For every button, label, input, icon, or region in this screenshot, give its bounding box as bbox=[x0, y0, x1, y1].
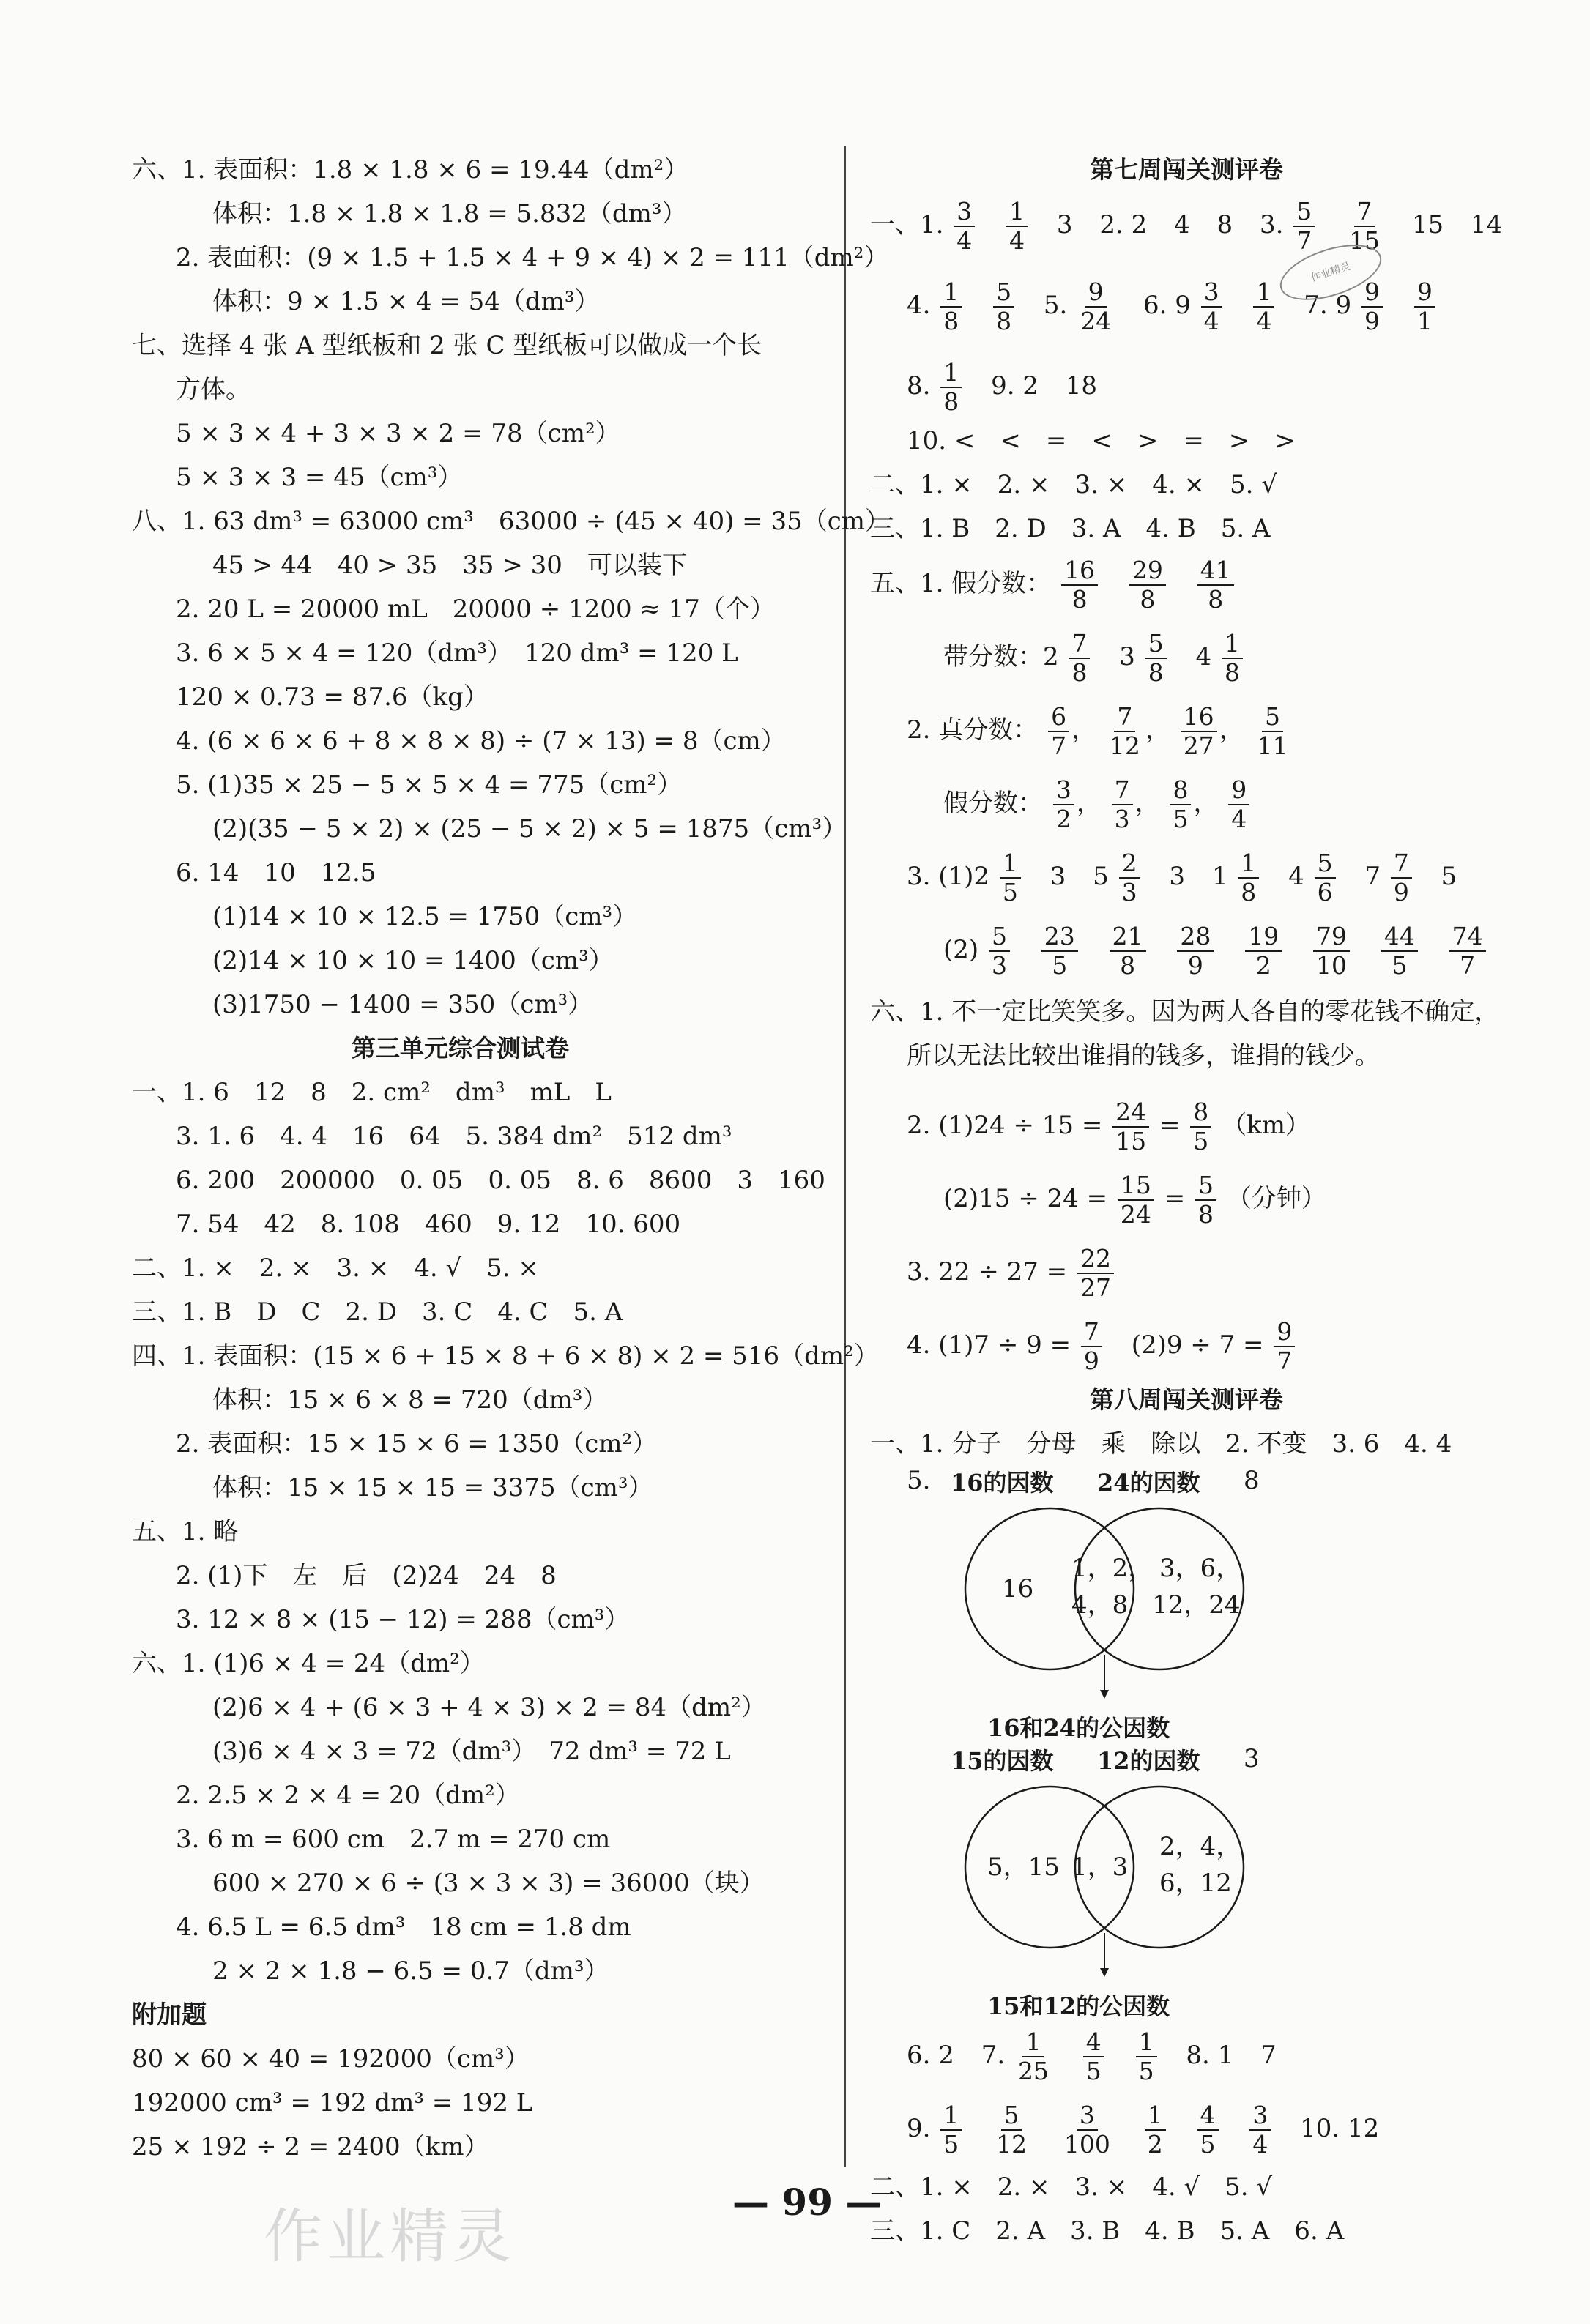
numerator: 9 bbox=[1361, 278, 1383, 308]
numerator: 24 bbox=[1112, 1098, 1149, 1128]
answer-line: 2. 表面积：15 × 15 × 6 = 1350（cm²） bbox=[176, 1429, 658, 1459]
numerator: 1 bbox=[1000, 849, 1021, 879]
fraction bbox=[1238, 849, 1259, 906]
venn-bottom-label: 15和12的公因数 bbox=[987, 1992, 1170, 2020]
denominator: 24 bbox=[1080, 307, 1112, 335]
venn-left-label: 16的因数 bbox=[951, 1469, 1054, 1497]
numerator: 7 bbox=[1354, 198, 1375, 227]
answer-line: 2. 表面积：(9 × 1.5 + 1.5 × 4 + 9 × 4) × 2 = 111（dm²） bbox=[176, 243, 889, 272]
fraction bbox=[1000, 849, 1021, 906]
numerator: 1 bbox=[1006, 198, 1028, 227]
venn-right-label: 24的因数 bbox=[1097, 1469, 1200, 1497]
denominator: 8 bbox=[1071, 658, 1088, 687]
denominator: 8 bbox=[943, 387, 959, 416]
numerator: 16 bbox=[1181, 703, 1217, 732]
watermark: 作业精灵 bbox=[264, 2202, 516, 2271]
fraction bbox=[1228, 776, 1249, 833]
answer-line: (3)6 × 4 × 3 = 72（dm³） 72 dm³ = 72 L bbox=[212, 1737, 731, 1766]
denominator: 4 bbox=[1256, 307, 1272, 335]
venn-common: 1，2， bbox=[1071, 1554, 1154, 1583]
fraction bbox=[940, 278, 962, 335]
answer-line: (2)15 ÷ 24 = $\frac{15}{24}$ = $\frac{5}{8}$ （分钟） bbox=[943, 1171, 1326, 1229]
numerator: 3 bbox=[1201, 278, 1222, 308]
fraction bbox=[1112, 776, 1133, 833]
venn-right-only: 3，6， bbox=[1159, 1554, 1241, 1583]
venn-right-label: 12的因数 bbox=[1097, 1747, 1200, 1775]
denominator: 5 bbox=[943, 2130, 959, 2159]
answer-line: 3. (1)2 $\frac{1}{5}$ 3 5 $\frac{2}{3}$ 3 1 $\frac{1}{8}$ 4 $\frac{5}{6}$ 7 $\frac{7}{9}$ 5 bbox=[907, 849, 1457, 906]
denominator: 100 bbox=[1063, 2130, 1110, 2159]
answer-line: 六、1. 表面积：1.8 × 1.8 × 6 = 19.44（dm²） bbox=[132, 155, 689, 185]
numerator: 5 bbox=[993, 278, 1014, 308]
answer-line: 4. $\frac{1}{8}$ $\frac{5}{8}$ 5. $\frac{9}{24}$ 6. 9 $\frac{3}{4}$ $\frac{1}{4}$ 7. 9 $\frac{9}{9}$ $\frac{9}{1}$ bbox=[907, 278, 1438, 335]
venn-circles bbox=[907, 1464, 1419, 1706]
numerator: 3 bbox=[1077, 2101, 1098, 2131]
fraction bbox=[1061, 556, 1098, 614]
numerator: 5 bbox=[1145, 630, 1167, 659]
answer-line: 2 × 2 × 1.8 − 6.5 = 0.7（dm³） bbox=[212, 1956, 609, 1986]
answer-line: (2)6 × 4 + (6 × 3 + 4 × 3) × 2 = 84（dm²） bbox=[212, 1693, 766, 1722]
fraction bbox=[1015, 2028, 1052, 2085]
denominator: 5 bbox=[1085, 2057, 1102, 2085]
denominator: 9 bbox=[1364, 307, 1380, 335]
venn-right-only: 2，4， bbox=[1159, 1832, 1241, 1861]
answer-line: (1)14 × 10 × 12.5 = 1750（cm³） bbox=[212, 902, 638, 931]
denominator: 3 bbox=[991, 951, 1007, 980]
answer-line: 假分数： $\frac{3}{2}$ ， $\frac{7}{3}$ ， $\frac{8}{5}$ ， $\frac{9}{4}$ bbox=[943, 776, 1252, 833]
numerator: 1 bbox=[1238, 849, 1259, 879]
fraction bbox=[1222, 630, 1243, 687]
denominator: 11 bbox=[1257, 731, 1288, 760]
fraction bbox=[1077, 278, 1114, 335]
numerator: 1 bbox=[940, 278, 962, 308]
answer-line: 三、1. B 2. D 3. A 4. B 5. A bbox=[870, 514, 1271, 543]
answer-line: 八、1. 63 dm³ = 63000 cm³ 63000 ÷ (45 × 40) = 35（cm） bbox=[132, 507, 891, 536]
numerator: 7 bbox=[1081, 1318, 1102, 1347]
fraction bbox=[1449, 923, 1486, 980]
answer-line: 600 × 270 × 6 ÷ (3 × 3 × 3) = 36000（块） bbox=[212, 1869, 765, 1898]
fraction bbox=[1145, 2101, 1166, 2159]
venn-circles bbox=[907, 1743, 1419, 1984]
numerator: 8 bbox=[1170, 776, 1191, 805]
numerator: 2 bbox=[1119, 849, 1140, 879]
answer-line: 体积：15 × 15 × 15 = 3375（cm³） bbox=[212, 1473, 653, 1502]
venn-diagram bbox=[907, 1464, 1419, 1706]
denominator: 8 bbox=[1241, 878, 1257, 906]
venn-left-only: 16 bbox=[1002, 1574, 1034, 1604]
answer-line: 9. $\frac{1}{5}$ $\frac{5}{12}$ $\frac{3}{100}$ $\frac{1}{2}$ $\frac{4}{5}$ $\frac{3}{4}$ 10. 12 bbox=[907, 2101, 1380, 2159]
answer-line: 一、1. $\frac{3}{4}$ $\frac{1}{4}$ 3 2. 2 4 8 3. $\frac{5}{7}$ $\frac{7}{15}$ 15 14 bbox=[870, 197, 1503, 255]
answer-line: 3. 22 ÷ 27 = $\frac{22}{27}$ bbox=[907, 1245, 1116, 1302]
denominator: 2 bbox=[1147, 2130, 1163, 2159]
answer-line: 120 × 0.73 = 87.6（kg） bbox=[176, 682, 488, 712]
numerator: 1 bbox=[1022, 2028, 1044, 2057]
denominator: 8 bbox=[1198, 1200, 1214, 1229]
venn-answer: 3 bbox=[1244, 1744, 1260, 1773]
answer-line: 192000 cm³ = 192 dm³ = 192 L bbox=[132, 2088, 533, 2118]
fraction bbox=[1195, 1172, 1216, 1229]
answer-line: 45 > 44 40 > 35 35 > 30 可以装下 bbox=[212, 551, 687, 580]
numerator: 9 bbox=[1085, 278, 1107, 308]
venn-left-only: 5，15 bbox=[987, 1852, 1060, 1882]
numerator: 1 bbox=[1222, 630, 1243, 659]
extra-title: 附加题 bbox=[132, 2000, 207, 2030]
answer-line: (3)1750 − 1400 = 350（cm³） bbox=[212, 990, 593, 1019]
denominator: 9 bbox=[1187, 951, 1203, 980]
numerator: 3 bbox=[954, 198, 975, 227]
numerator: 23 bbox=[1041, 923, 1078, 952]
denominator: 15 bbox=[1349, 226, 1381, 255]
answer-line: 2. (1)下 左 后 (2)24 24 8 bbox=[176, 1561, 557, 1590]
fraction bbox=[1170, 776, 1191, 833]
fraction bbox=[1107, 703, 1143, 760]
fraction bbox=[1041, 923, 1078, 980]
answer-line: 一、1. 6 12 8 2. cm² dm³ mL L bbox=[132, 1078, 612, 1107]
fraction bbox=[1315, 849, 1336, 906]
denominator: 5 bbox=[1193, 1127, 1209, 1155]
numerator: 28 bbox=[1177, 923, 1214, 952]
answer-line: 二、1. × 2. × 3. × 4. √ 5. √ bbox=[870, 2172, 1273, 2202]
stamp: 作业精灵 bbox=[1274, 234, 1389, 310]
answer-line: 6. 14 10 12.5 bbox=[176, 858, 376, 887]
fraction bbox=[940, 2101, 962, 2159]
answer-line: 一、1. 分子 分母 乘 除以 2. 不变 3. 6 4. 4 bbox=[870, 1429, 1452, 1459]
denominator: 27 bbox=[1183, 731, 1214, 760]
denominator: 7 bbox=[1296, 226, 1312, 255]
fraction bbox=[1110, 923, 1146, 980]
answer-line: 10. < < = < > = > > bbox=[907, 426, 1296, 455]
denominator: 8 bbox=[1140, 585, 1156, 614]
fraction bbox=[1245, 923, 1282, 980]
answer-line: 5 × 3 × 4 + 3 × 3 × 2 = 78（cm²） bbox=[176, 419, 620, 448]
numerator: 16 bbox=[1061, 556, 1098, 586]
fraction bbox=[1293, 198, 1315, 255]
denominator: 6 bbox=[1317, 878, 1333, 906]
answer-line: 2. (1)24 ÷ 15 = $\frac{24}{15}$ = $\frac{8}{5}$ （km） bbox=[907, 1098, 1310, 1155]
denominator: 8 bbox=[943, 307, 959, 335]
numerator: 22 bbox=[1077, 1245, 1114, 1274]
answer-line: (2)14 × 10 × 10 = 1400（cm³） bbox=[212, 946, 614, 975]
numerator: 8 bbox=[1190, 1098, 1211, 1128]
answer-line: 所以无法比较出谁捐的钱多，谁捐的钱少。 bbox=[907, 1041, 1380, 1070]
venn-common: 4，8 bbox=[1071, 1590, 1129, 1620]
fraction bbox=[1177, 923, 1214, 980]
denominator: 12 bbox=[996, 2130, 1028, 2159]
answer-line: 七、选择 4 张 A 型纸板和 2 张 C 型纸板可以做成一个长 bbox=[132, 331, 762, 360]
answer-line: 四、1. 表面积：(15 × 6 + 15 × 8 + 6 × 8) × 2 = 516（dm²） bbox=[132, 1341, 879, 1371]
numerator: 5 bbox=[1001, 2101, 1022, 2131]
fraction bbox=[1190, 1098, 1211, 1155]
answer-line: 体积：9 × 1.5 × 4 = 54（dm³） bbox=[212, 287, 600, 316]
answer-line: 体积：15 × 6 × 8 = 720（dm³） bbox=[212, 1385, 608, 1415]
denominator: 8 bbox=[1120, 951, 1136, 980]
numerator: 15 bbox=[1118, 1172, 1154, 1201]
answer-line: 3. 6 × 5 × 4 = 120（dm³） 120 dm³ = 120 L bbox=[176, 638, 738, 668]
denominator: 7 bbox=[1460, 951, 1476, 980]
denominator: 4 bbox=[1203, 307, 1219, 335]
fraction bbox=[1181, 703, 1217, 760]
fraction bbox=[1255, 703, 1291, 760]
numerator: 9 bbox=[1228, 776, 1249, 805]
fraction bbox=[1136, 2028, 1157, 2085]
fraction bbox=[1129, 556, 1166, 614]
denominator: 8 bbox=[996, 307, 1012, 335]
numerator: 1 bbox=[1253, 278, 1274, 308]
numerator: 3 bbox=[1249, 2101, 1271, 2131]
numerator: 1 bbox=[1136, 2028, 1157, 2057]
answer-line: 25 × 192 ÷ 2 = 2400（km） bbox=[132, 2132, 489, 2161]
fraction bbox=[1381, 923, 1418, 980]
fraction bbox=[1197, 2101, 1219, 2159]
question-number: 5. bbox=[907, 1466, 931, 1495]
answer-line: 带分数：2 $\frac{7}{8}$ 3 $\frac{5}{8}$ 4 $\frac{1}{8}$ bbox=[943, 630, 1245, 687]
answer-line: 3. 1. 6 4. 4 16 64 5. 384 dm² 512 dm³ bbox=[176, 1122, 732, 1151]
fraction bbox=[940, 359, 962, 416]
denominator: 4 bbox=[1231, 805, 1247, 833]
denominator: 4 bbox=[1009, 226, 1025, 255]
denominator: 5 bbox=[1200, 2130, 1216, 2159]
numerator: 6 bbox=[1048, 703, 1069, 732]
fraction bbox=[993, 278, 1014, 335]
denominator: 3 bbox=[1114, 805, 1130, 833]
answer-line: 5 × 3 × 3 = 45（cm³） bbox=[176, 463, 463, 492]
fraction bbox=[1053, 776, 1074, 833]
denominator: 5 bbox=[1138, 2057, 1154, 2085]
denominator: 1 bbox=[1416, 307, 1433, 335]
answer-line: 80 × 60 × 40 = 192000（cm³） bbox=[132, 2044, 530, 2074]
numerator: 9 bbox=[1414, 278, 1435, 308]
fraction bbox=[1414, 278, 1435, 335]
numerator: 7 bbox=[1114, 703, 1135, 732]
fraction bbox=[954, 198, 975, 255]
denominator: 12 bbox=[1109, 731, 1140, 760]
denominator: 15 bbox=[1115, 1127, 1147, 1155]
numerator: 5 bbox=[1293, 198, 1315, 227]
fraction bbox=[1006, 198, 1028, 255]
numerator: 1 bbox=[940, 2101, 962, 2131]
answer-line: 4. 6.5 L = 6.5 dm³ 18 cm = 1.8 dm bbox=[176, 1913, 631, 1942]
venn-right-only: 12，24 bbox=[1152, 1590, 1241, 1620]
denominator: 2 bbox=[1055, 805, 1071, 833]
numerator: 21 bbox=[1110, 923, 1146, 952]
numerator: 29 bbox=[1129, 556, 1166, 586]
answer-line: 2. 2.5 × 2 × 4 = 20（dm²） bbox=[176, 1781, 520, 1810]
denominator: 7 bbox=[1051, 731, 1067, 760]
answer-line: 5. (1)35 × 25 − 5 × 5 × 4 = 775（cm²） bbox=[176, 770, 683, 800]
fraction bbox=[1112, 1098, 1149, 1155]
denominator: 8 bbox=[1208, 585, 1224, 614]
fraction bbox=[1061, 2101, 1113, 2159]
venn-bottom-label: 16和24的公因数 bbox=[987, 1714, 1170, 1742]
answer-line: 4. (6 × 6 × 6 + 8 × 8 × 8) ÷ (7 × 13) = 8（cm） bbox=[176, 726, 786, 756]
answer-line: 六、1. 不一定比笑笑多。因为两人各自的零花钱不确定， bbox=[870, 997, 1500, 1027]
answer-line: 方体。 bbox=[176, 375, 250, 404]
numerator: 74 bbox=[1449, 923, 1486, 952]
fraction bbox=[1197, 556, 1234, 614]
fraction bbox=[1145, 630, 1167, 687]
numerator: 4 bbox=[1197, 2101, 1219, 2131]
denominator: 4 bbox=[1252, 2130, 1268, 2159]
numerator: 7 bbox=[1069, 630, 1090, 659]
answer-line: 二、1. × 2. × 3. × 4. √ 5. × bbox=[132, 1254, 539, 1283]
fraction bbox=[1313, 923, 1350, 980]
answer-line: 3. 6 m = 600 cm 2.7 m = 270 cm bbox=[176, 1825, 611, 1854]
fraction bbox=[1069, 630, 1090, 687]
answer-line: 三、1. C 2. A 3. B 4. B 5. A 6. A bbox=[870, 2216, 1345, 2246]
fraction bbox=[1201, 278, 1222, 335]
answer-line: (2)(35 − 5 × 2) × (25 − 5 × 2) × 5 = 1875（cm³） bbox=[212, 814, 847, 843]
section-title: 第七周闯关测评卷 bbox=[1090, 155, 1283, 184]
answer-line: 6. 200 200000 0. 05 0. 05 8. 6 8600 3 160 bbox=[176, 1166, 825, 1195]
numerator: 7 bbox=[1112, 776, 1133, 805]
denominator: 4 bbox=[956, 226, 973, 255]
denominator: 5 bbox=[1002, 878, 1018, 906]
answer-line: 六、1. (1)6 × 4 = 24（dm²） bbox=[132, 1649, 485, 1678]
fraction bbox=[989, 923, 1010, 980]
denominator: 2 bbox=[1255, 951, 1271, 980]
answer-line: 三、1. B D C 2. D 3. C 4. C 5. A bbox=[132, 1297, 623, 1327]
denominator: 8 bbox=[1148, 658, 1164, 687]
denominator: 24 bbox=[1120, 1200, 1151, 1229]
denominator: 7 bbox=[1277, 1347, 1293, 1375]
denominator: 10 bbox=[1316, 951, 1348, 980]
venn-answer: 8 bbox=[1244, 1466, 1260, 1495]
numerator: 4 bbox=[1083, 2028, 1104, 2057]
answer-line: 4. (1)7 ÷ 9 = $\frac{7}{9}$ (2)9 ÷ 7 = $\frac{9}{7}$ bbox=[907, 1318, 1297, 1375]
fraction bbox=[1077, 1245, 1114, 1302]
answer-line: 6. 2 7. $\frac{1}{25}$ $\frac{4}{5}$ $\frac{1}{5}$ 8. 1 7 bbox=[907, 2027, 1277, 2085]
numerator: 7 bbox=[1391, 849, 1412, 879]
numerator: 5 bbox=[1315, 849, 1336, 879]
denominator: 25 bbox=[1017, 2057, 1049, 2085]
denominator: 5 bbox=[1052, 951, 1068, 980]
numerator: 44 bbox=[1381, 923, 1418, 952]
denominator: 27 bbox=[1080, 1273, 1111, 1302]
fraction bbox=[993, 2101, 1030, 2159]
numerator: 41 bbox=[1197, 556, 1234, 586]
numerator: 79 bbox=[1313, 923, 1350, 952]
denominator: 3 bbox=[1121, 878, 1137, 906]
fraction bbox=[1274, 1318, 1295, 1375]
fraction bbox=[1361, 278, 1383, 335]
denominator: 8 bbox=[1224, 658, 1240, 687]
section-title: 第八周闯关测评卷 bbox=[1090, 1385, 1283, 1414]
numerator: 9 bbox=[1274, 1318, 1295, 1347]
answer-line: 3. 12 × 8 × (15 − 12) = 288（cm³） bbox=[176, 1605, 630, 1634]
numerator: 5 bbox=[989, 923, 1010, 952]
fraction bbox=[1253, 278, 1274, 335]
answer-line: 7. 54 42 8. 108 460 9. 12 10. 600 bbox=[176, 1210, 681, 1239]
numerator: 5 bbox=[1262, 703, 1283, 732]
fraction bbox=[1119, 849, 1140, 906]
venn-diagram bbox=[907, 1743, 1419, 1984]
fraction bbox=[1118, 1172, 1154, 1229]
venn-common: 1，3 bbox=[1071, 1852, 1129, 1882]
answer-line: 2. 20 L = 20000 mL 20000 ÷ 1200 ≈ 17（个） bbox=[176, 595, 775, 624]
column-divider bbox=[844, 146, 846, 2167]
section-title: 第三单元综合测试卷 bbox=[352, 1034, 569, 1062]
numerator: 1 bbox=[940, 359, 962, 388]
fraction bbox=[1083, 2028, 1104, 2085]
venn-left-label: 15的因数 bbox=[951, 1747, 1054, 1775]
answer-line: 五、1. 略 bbox=[132, 1517, 239, 1546]
numerator: 1 bbox=[1145, 2101, 1166, 2131]
answer-line: 2. 真分数： $\frac{6}{7}$ ， $\frac{7}{12}$ ， $\frac{16}{27}$ ， $\frac{5}{11}$ bbox=[907, 703, 1293, 760]
answer-line: 五、1. 假分数： $\frac{16}{8}$ $\frac{29}{8}$ $\frac{41}{8}$ bbox=[870, 556, 1236, 614]
numerator: 3 bbox=[1053, 776, 1074, 805]
answer-line: 二、1. × 2. × 3. × 4. × 5. √ bbox=[870, 470, 1277, 499]
numerator: 19 bbox=[1245, 923, 1282, 952]
answer-line: 体积：1.8 × 1.8 × 1.8 = 5.832（dm³） bbox=[212, 199, 687, 228]
numerator: 5 bbox=[1195, 1172, 1216, 1201]
answer-line: 8. $\frac{1}{8}$ 9. 2 18 bbox=[907, 358, 1098, 416]
fraction bbox=[1391, 849, 1412, 906]
fraction bbox=[1249, 2101, 1271, 2159]
fraction bbox=[1081, 1318, 1102, 1375]
denominator: 8 bbox=[1071, 585, 1088, 614]
denominator: 5 bbox=[1392, 951, 1408, 980]
fraction bbox=[1048, 703, 1069, 760]
denominator: 9 bbox=[1393, 878, 1409, 906]
denominator: 9 bbox=[1083, 1347, 1099, 1375]
denominator: 5 bbox=[1173, 805, 1189, 833]
venn-right-only: 6，12 bbox=[1159, 1869, 1232, 1898]
page-number: — 99 — bbox=[732, 2180, 883, 2224]
answer-line: (2) $\frac{5}{3}$ $\frac{23}{5}$ $\frac{21}{8}$ $\frac{28}{9}$ $\frac{19}{2}$ $\frac{79}{10}$ $\frac{44}{5}$ $\frac{74}{7}$ bbox=[943, 923, 1488, 980]
